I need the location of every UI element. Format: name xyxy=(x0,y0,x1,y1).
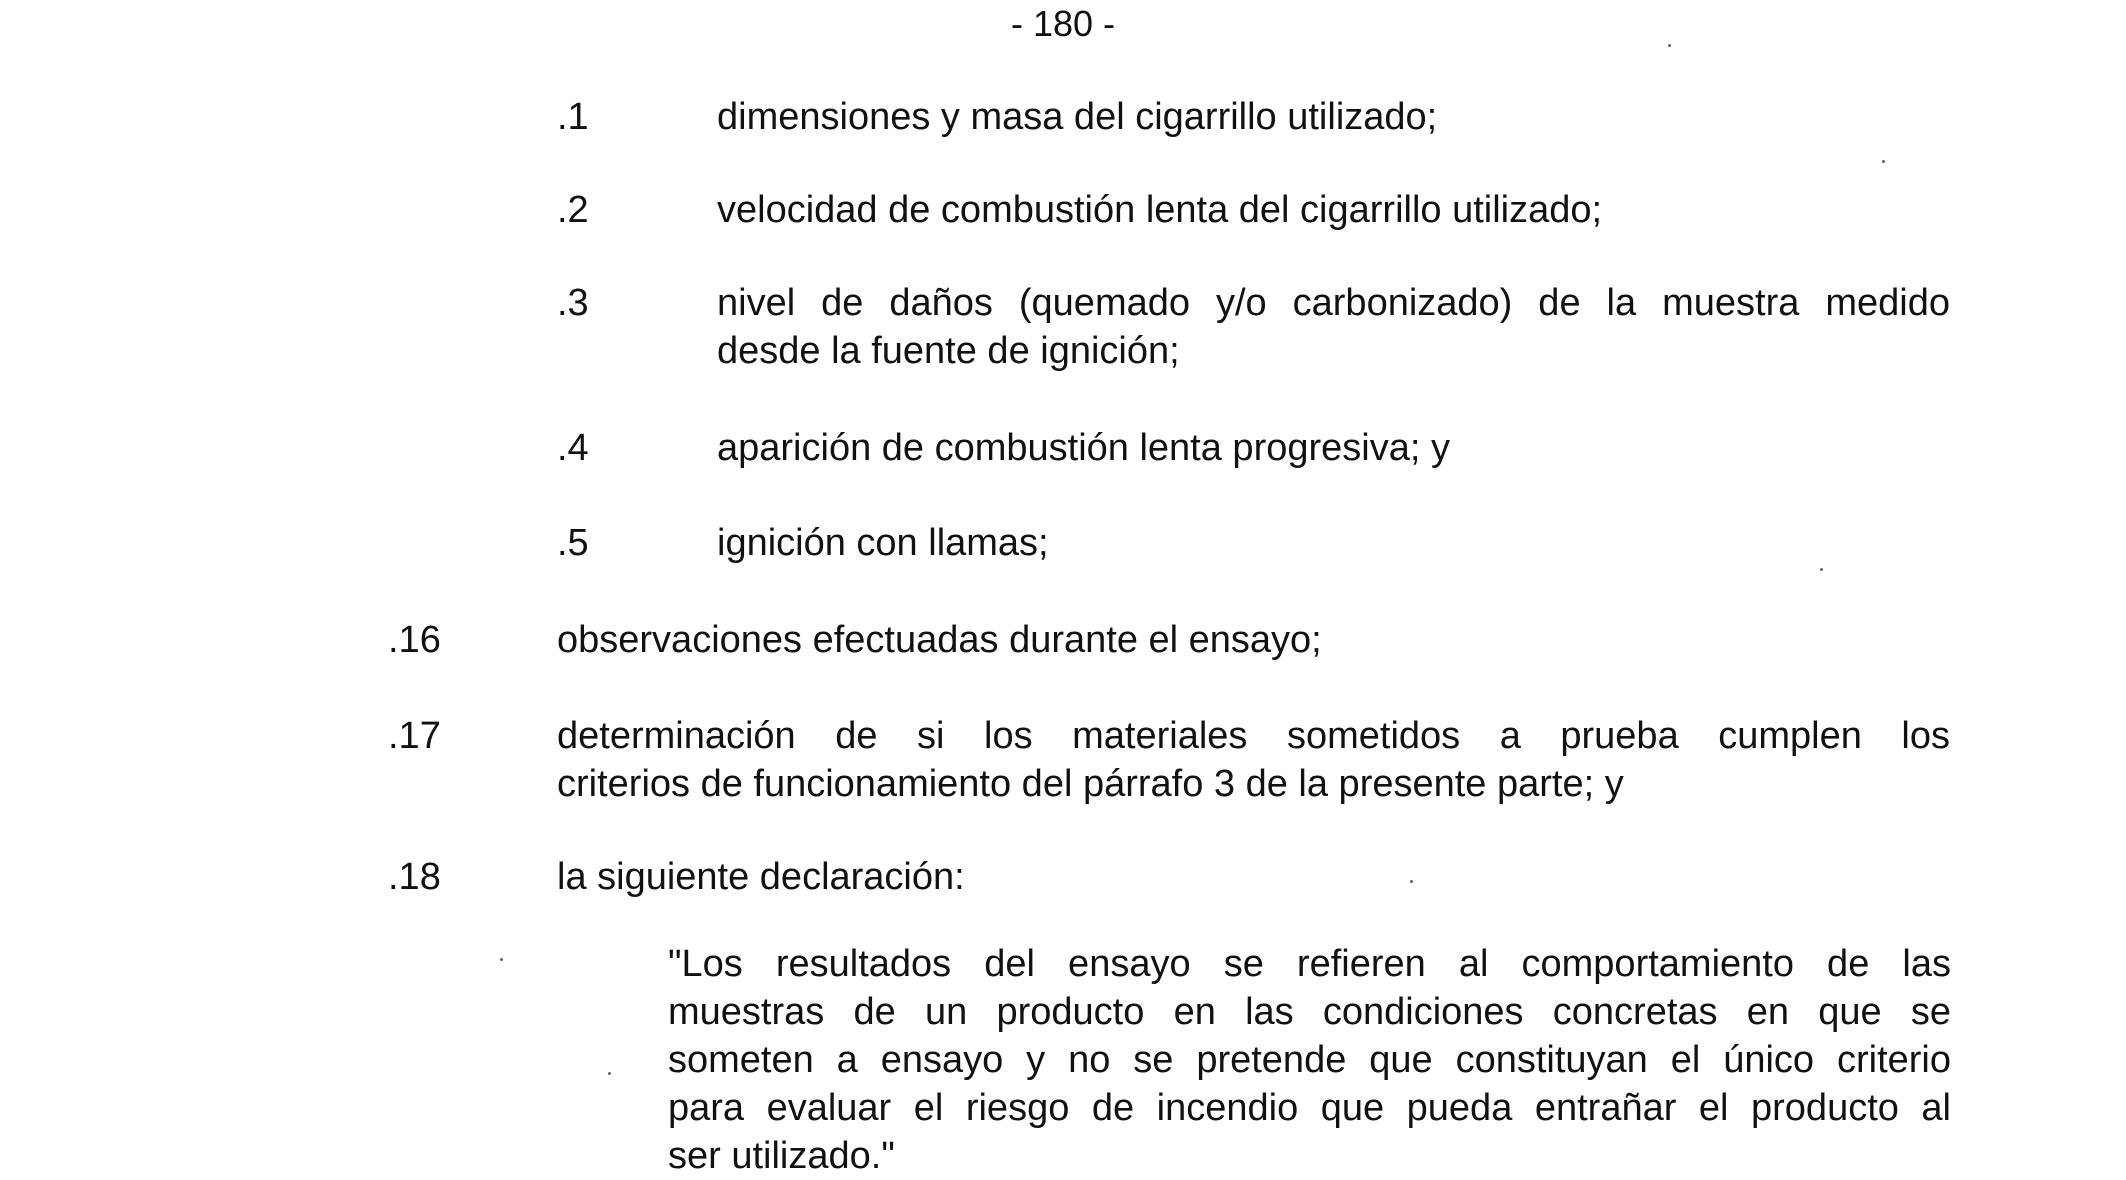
item-text: observaciones efectuadas durante el ensayo; xyxy=(557,619,1322,661)
item-text: la siguiente declaración: xyxy=(557,856,965,898)
item-text: ignición con llamas; xyxy=(717,522,1049,564)
item-text: nivel de daños (quemado y/o carbonizado) de la muestra medido desde la fuente de ignición; xyxy=(717,282,1950,372)
item-number: .16 xyxy=(388,619,441,661)
item-number: .1 xyxy=(557,96,589,138)
item-number: .4 xyxy=(557,427,589,469)
quoted-declaration: "Los resultados del ensayo se refieren al comportamiento de las muestras de un producto en las condiciones concretas en que se someten a ensayo y no se pretende que constituyan el único criterio para evaluar el riesgo de incendio que pueda entrañar el producto al ser utilizado." xyxy=(668,943,1951,1177)
item-text: velocidad de combustión lenta del cigarrillo utilizado; xyxy=(717,189,1603,231)
scan-speck xyxy=(1820,568,1823,571)
scan-speck xyxy=(1882,160,1885,163)
page-number: - 180 - xyxy=(1010,3,1116,44)
scan-speck xyxy=(1410,880,1413,883)
scan-speck xyxy=(608,1072,611,1075)
item-text: determinación de si los materiales sometidos a prueba cumplen los criterios de funcionamiento del párrafo 3 de la presente parte; y xyxy=(557,715,1950,805)
item-number: .18 xyxy=(388,856,441,898)
item-text: dimensiones y masa del cigarrillo utilizado; xyxy=(717,96,1438,138)
scan-speck xyxy=(1668,44,1671,47)
item-text: aparición de combustión lenta progresiva; y xyxy=(717,427,1450,469)
item-number: .5 xyxy=(557,522,589,564)
item-number: .3 xyxy=(557,282,589,324)
item-number: .17 xyxy=(388,715,441,757)
item-number: .2 xyxy=(557,189,589,231)
scan-speck xyxy=(500,958,503,961)
